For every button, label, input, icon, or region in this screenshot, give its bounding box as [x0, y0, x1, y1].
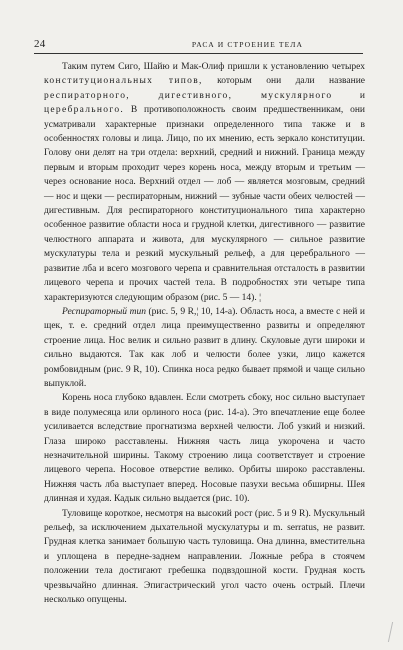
body-text: [44, 60, 365, 607]
p1-spaced-cerebral: церебрального.: [44, 105, 125, 116]
running-title: РАСА И СТРОЕНИЕ ТЕЛА: [191, 40, 304, 49]
p3-text: Корень носа глубоко вдавлен. Если смотреть сбоку, нос сильно выступает в виде полумесяца или орлиного носа (рис. 14-a). Это впечатление еще более усиливается вследствие прогнатизма верхней челюсти. Лоб узкий и низкий. Глаза широко расставлены. Нижняя часть лица укорочена и часто незначительной ширины. Такому строению лица соответствует и строение лицевого черепа. Носовое отверстие велико. Орбиты широко расставлены. Нижняя часть лба выступает вперед. Носовые пазухи весьма обширны. Шея длинная и худая. Кадык сильно выдается (рис. 10).: [44, 393, 365, 505]
p1-text-a: Таким путем Сиго, Шайю и Мак-Олиф пришли к установлению четырех: [62, 62, 365, 72]
page-header: [34, 38, 363, 52]
p1-text-g: В противоположность своим предшественникам, они усматривали характерные признаки определенного типа также и в особенностях головы и лица. Лицо, по их мнению, есть зеркало конституции. Голову они делят на три отдела: верхний, средний и нижний. Граница между первым и вторым проходит через корень носа, между вторым и третьим — через основание носа. Верхний отдел — лоб — является мозговым, средний — нос и щеки — респираторным, нижний — зубные части обеих челюстей — дигестивным. Для респираторного конституционального типа характерно особенное развитие области носа и грудной клетки, дигестивного — развитие челюстного аппарата и живота, для мускулярного — сильное развитие мускулатуры тела и резкий мускульный рельеф, а для церебрального — развитие лба и всего мозгового черепа и сравнительная отсталость в развитии лицевого черепа и прочих частей тела. В подробностях эти четыре типа характеризуются следующим образом (рис. 5 — 14). ¦: [44, 105, 365, 303]
p2-text: (рис. 5, 9 R,¦ 10, 14-a). Область носа, а вместе с ней и щек, т. е. средний отдел лица преимущественно развиты и определяют строение лица. Нос велик и сильно развит в длину. Скуловые дуги широки и сильно выдаются. Так как лоб и челюсти более узки, лицо кажется ромбовидным (рис. 9 R, 10). Спинка носа редко бывает прямой и чаще сильно выпуклой.: [44, 306, 365, 389]
paragraph-trunk: [44, 507, 365, 608]
respiratory-type-heading: Респираторный тип: [62, 306, 146, 317]
p4-text: Туловище короткое, несмотря на высокий рост (рис. 5 и 9 R). Мускульный рельеф, за исключением дыхательной мускулатуры и m. serratus, не развит. Грудная клетка занимает большую часть туловища. Она длинна, вместительна и уплощена в передне-заднем направлении. Ложные ребра в стоячем положении тела достигают гребешка подвздошной кости. Грудная кость чрезвычайно длинная. Эпигастрический угол часто очень острый. Плечи несколько опущены.: [44, 508, 365, 606]
paragraph-nose-root: [44, 391, 365, 506]
p1-text-c: которым они дали название: [217, 76, 366, 87]
paragraph-respiratory: [44, 305, 365, 391]
paragraph-intro: [44, 60, 365, 305]
header-rule: [34, 53, 363, 54]
p1-spaced-names: респираторного, дигестивного, мускулярного: [44, 90, 333, 101]
margin-mark: [388, 622, 399, 642]
p1-spaced-types: конституциональных типов,: [44, 76, 203, 87]
p1-text-e: и: [359, 90, 365, 101]
page-number: 24: [34, 38, 46, 50]
